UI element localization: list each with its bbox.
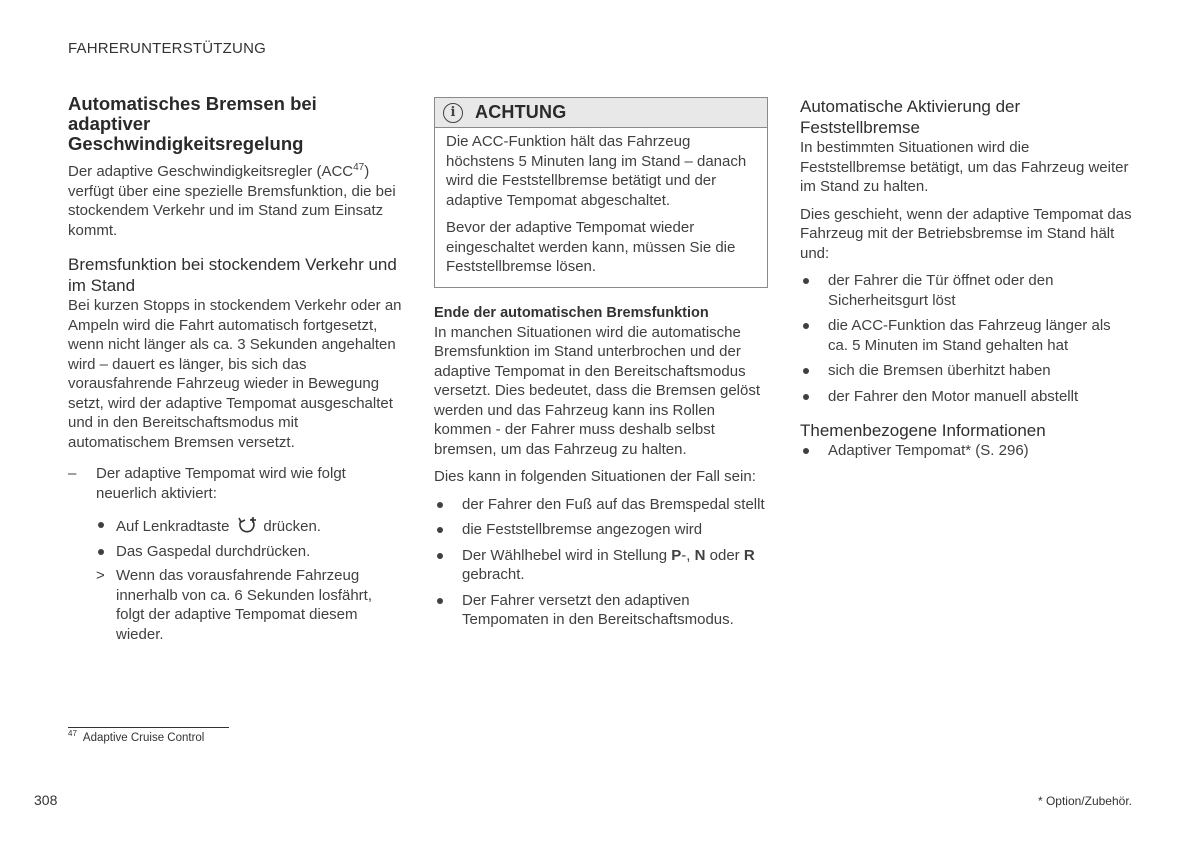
end-braking-paragraph: In manchen Situationen wird die automatische Bremsfunktion im Stand unterbrochen und der adaptive Tempomat in den Bereitschaftsmodus versetzt. Dies bedeutet, dass die Bremsen gelöst werden und das Fahrzeug kann ins Rollen kommen - der Fahrer muss deshalb selbst bremsen, um das Fahrzeug zu halten. — [434, 323, 761, 458]
main-heading-line: Automatisches Bremsen bei — [68, 93, 317, 114]
bullet-dot — [803, 394, 809, 400]
result-marker: > — [96, 567, 105, 584]
list-item-text: sich die Bremsen überhitzt haben — [828, 362, 1051, 379]
bullet-dot — [437, 598, 443, 604]
related-info-heading: Themenbezogene Informationen — [800, 421, 1046, 440]
bullet-dot — [803, 278, 809, 284]
list-item-text: oder — [705, 546, 744, 564]
gear-position: P — [671, 546, 682, 564]
intro-paragraph — [68, 162, 402, 240]
column-right — [800, 94, 1134, 461]
gear-position: R — [743, 546, 755, 564]
list-item-text: die Feststellbremse angezogen wird — [462, 521, 703, 538]
conditions-list — [800, 271, 1134, 406]
parking-brake-condition: Dies geschieht, wenn der adaptive Tempomat das Fahrzeug mit der Betriebsbremse im Stand hält und: — [800, 205, 1132, 262]
intro-text: verfügt über eine spezielle Bremsfunktion, die bei stockendem Verkehr und im Stand zum Einsatz kommt. — [68, 182, 396, 239]
subheading-text: Bremsfunktion bei stockendem Verkehr und im Stand — [68, 255, 397, 295]
list-item — [800, 271, 1134, 310]
list-item — [434, 495, 768, 515]
list-item — [800, 361, 1134, 381]
footnote-ref[interactable]: 47 — [353, 162, 365, 173]
warning-box — [434, 97, 768, 288]
list-item-text: der Fahrer den Fuß auf das Bremspedal stellt — [462, 495, 765, 513]
main-heading-line: Geschwindigkeitsregelung — [68, 133, 304, 154]
bullet-dot — [803, 368, 809, 374]
list-item — [800, 316, 1134, 355]
main-heading — [68, 94, 402, 154]
stop-and-go-paragraph: Bei kurzen Stopps in stockendem Verkehr oder an Ampeln wird die Fahrt automatisch fortgesetzt, wenn nicht länger als ca. 3 Sekunden angehalten wird – dauert es länger, bis sich das vorausfahrende Fahrzeug wieder in Bewegung setzt, wird der adaptive Tempomat ausgeschaltet und in den Bereitschaftsmodus mit automatischem Bremsen versetzt. — [68, 297, 402, 451]
list-item-text: Der Wählhebel wird in Stellung — [462, 546, 672, 564]
bullet-dot — [437, 553, 443, 559]
situations-intro: Dies kann in folgenden Situationen der Fall sein: — [434, 468, 756, 485]
intro-text: ) — [364, 163, 370, 180]
column-left — [68, 94, 402, 644]
sub-step-text: Das Gaspedal durchdrücken. — [116, 542, 311, 560]
related-link[interactable] — [800, 441, 1134, 461]
step-text: Der adaptive Tempomat wird wie folgt neuerlich aktiviert: — [96, 465, 346, 502]
list-item — [434, 546, 768, 585]
warning-paragraph: Bevor der adaptive Tempomat wieder eingeschaltet werden kann, müssen Sie die Feststellbremse lösen. — [446, 219, 736, 275]
footnote — [68, 729, 205, 744]
warning-header — [435, 98, 767, 128]
sub-step-text: drücken. — [263, 518, 321, 535]
sub-step-item — [96, 515, 402, 537]
subheading-stop-and-go — [68, 254, 402, 296]
bullet-dot — [437, 502, 443, 508]
warning-title: ACHTUNG — [475, 102, 567, 122]
bullet-dot — [98, 549, 104, 555]
list-item — [800, 387, 1134, 407]
bullet-dot — [98, 522, 104, 528]
footnote-number: 47 — [68, 729, 77, 739]
list-item — [434, 591, 768, 630]
footnote-divider — [68, 727, 229, 728]
list-item-text: die ACC-Funktion das Fahrzeug länger als ca. 5 Minuten im Stand gehalten hat — [828, 317, 1111, 354]
result-text: Wenn das vorausfahrende Fahrzeug innerhalb von ca. 6 Sekunden losfährt, folgt der adaptive Tempomat diesem wieder. — [116, 567, 373, 643]
info-icon: i — [443, 103, 463, 123]
related-link-text[interactable]: Adaptiver Tempomat* (S. 296) — [828, 442, 1029, 459]
warning-body — [435, 128, 767, 287]
list-item-text: der Fahrer den Motor manuell abstellt — [828, 387, 1079, 405]
step-marker: – — [68, 465, 77, 482]
sub-step-list — [96, 515, 402, 644]
bullet-dot — [803, 323, 809, 329]
list-item — [434, 520, 768, 540]
related-list — [800, 441, 1134, 461]
instruction-step — [68, 464, 402, 503]
list-item-text: Der Fahrer versetzt den adaptiven Tempomaten in den Bereitschaftsmodus. — [462, 591, 734, 628]
situations-list — [434, 495, 768, 630]
list-item-text: gebracht. — [462, 566, 525, 583]
gear-position: N — [694, 546, 706, 564]
parking-brake-paragraph: In bestimmten Situationen wird die Feststellbremse betätigt, um das Fahrzeug weiter im Stand zu halten. — [800, 139, 1129, 195]
sub-step-text: Auf Lenkradtaste — [116, 518, 230, 535]
intro-text: Der adaptive Geschwindigkeitsregler (ACC — [68, 163, 354, 180]
column-middle — [434, 94, 768, 630]
sub-step-item — [96, 542, 402, 562]
bullet-dot — [437, 527, 443, 533]
steering-wheel-resume-icon — [237, 515, 259, 535]
footnote-text: Adaptive Cruise Control — [82, 732, 205, 744]
subheading-end-braking: Ende der automatischen Bremsfunktion — [434, 304, 709, 321]
section-header: FAHRERUNTERSTÜTZUNG — [68, 40, 266, 57]
warning-paragraph: Die ACC-Funktion hält das Fahrzeug höchstens 5 Minuten lang im Stand – danach wird die Feststellbremse betätigt und der adaptive Tempomat abgeschaltet. — [446, 133, 747, 209]
list-item-text: der Fahrer die Tür öffnet oder den Sicherheitsgurt löst — [828, 272, 1054, 309]
bullet-dot — [803, 448, 809, 454]
page-number: 308 — [34, 792, 58, 808]
main-heading-line: adaptiver — [68, 113, 151, 134]
result-item — [96, 566, 402, 644]
list-item-text: -, — [681, 546, 695, 564]
option-note: * Option/Zubehör. — [1037, 794, 1132, 808]
subheading-parking-brake: Automatische Aktivierung der Feststellbremse — [800, 97, 1021, 137]
